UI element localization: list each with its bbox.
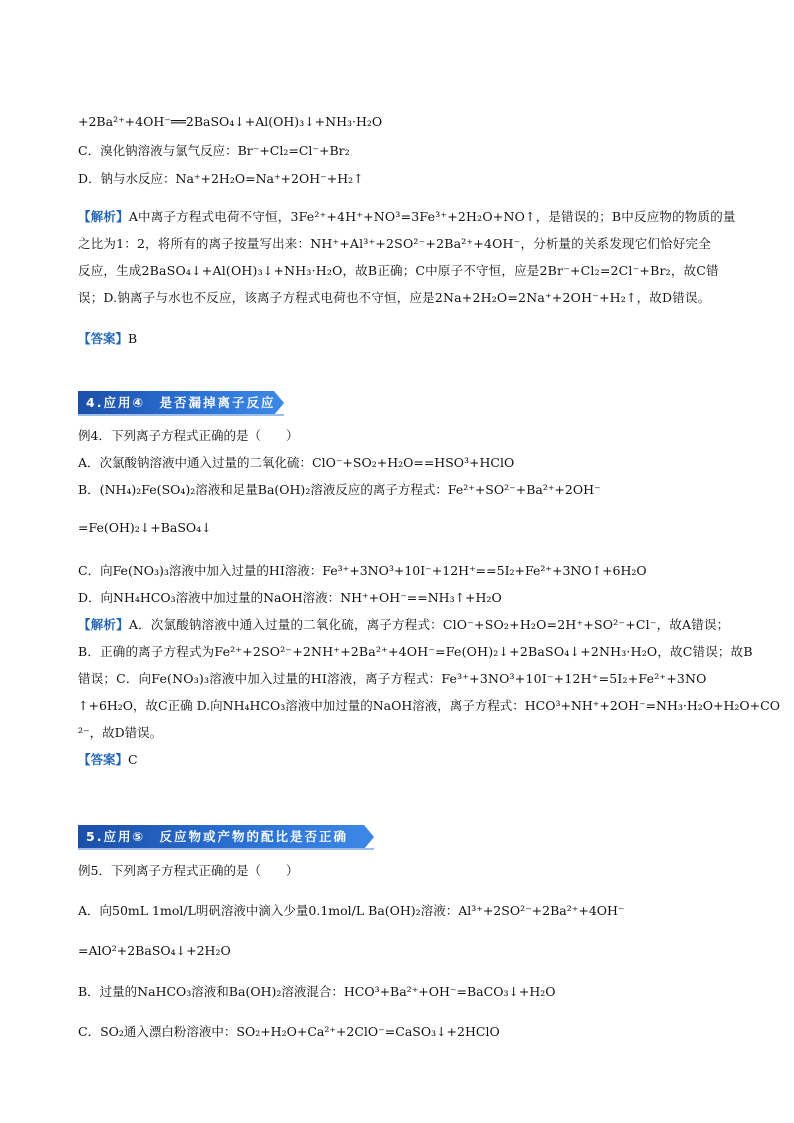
banner-title: 4.应用④ 是否漏掉离子反应 [86, 395, 276, 410]
answer-value: C [128, 752, 138, 767]
example-4-option-a: A．次氯酸钠溶液中通入过量的二氧化硫：ClO⁻+SO₂+H₂O==HSO³+HClO [78, 455, 515, 470]
analysis-3-line3: 反应，生成2BaSO₄↓+Al(OH)₃↓+NH₃·H₂O，故B正确；C中原子不守恒，应是2Br⁻+Cl₂=2Cl⁻+Br₂，故C错 [78, 263, 719, 278]
analysis-text: A中离子方程式电荷不守恒，3Fe²⁺+4H⁺+NO³=3Fe³⁺+2H₂O+NO↑，是错误的；B中反应物的物质的量 [128, 209, 736, 224]
example-5-option-c: C．SO₂通入漂白粉溶液中：SO₂+H₂O+Ca²⁺+2ClO⁻=CaSO₃↓+2HClO [78, 1024, 500, 1039]
analysis-4-line5: ²⁻，故D错误。 [78, 725, 163, 740]
analysis-tag: 【解析】 [78, 209, 129, 224]
option-c: C．溴化钠溶液与氯气反应：Br⁻+Cl₂=Cl⁻+Br₂ [78, 143, 350, 158]
example-4-option-b: B．(NH₄)₂Fe(SO₄)₂溶液和足量Ba(OH)₂溶液反应的离子方程式：Fe²⁺+SO²⁻+Ba²⁺+2OH⁻ [78, 482, 601, 497]
analysis-tag: 【解析】 [78, 617, 129, 632]
option-d: D．钠与水反应：Na⁺+2H₂O=Na⁺+2OH⁻+H₂↑ [78, 171, 364, 186]
analysis-3-line4: 误；D.钠离子与水也不反应，该离子方程式电荷也不守恒，应是2Na+2H₂O=2Na⁺+2OH⁻+H₂↑，故D错误。 [78, 290, 711, 305]
analysis-4-line4: ↑+6H₂O，故C正确 D.向NH₄HCO₃溶液中加过量的NaOH溶液，离子方程式：HCO³+NH⁺+2OH⁻=NH₃·H₂O+H₂O+CO [78, 698, 780, 713]
example-5-option-a-cont: =AlO²+2BaSO₄↓+2H₂O [78, 943, 231, 958]
analysis-4-line3: 错误；C．向Fe(NO₃)₃溶液中加入过量的HI溶液，离子方程式：Fe³⁺+3NO³+10I⁻+12H⁺=5I₂+Fe²⁺+3NO [78, 671, 707, 686]
example-5-question: 例5．下列离子方程式正确的是（ ） [78, 863, 299, 878]
banner-title: 5.应用⑤ 反应物或产物的配比是否正确 [86, 829, 349, 844]
option-a-continuation: +2Ba²⁺+4OH⁻══2BaSO₄↓+Al(OH)₃↓+NH₃·H₂O [78, 114, 383, 129]
answer-4 [78, 750, 138, 770]
analysis-text: A．次氯酸钠溶液中通入过量的二氧化硫，离子方程式：ClO⁻+SO₂+H₂O=2H⁺+SO²⁻+Cl⁻，故A错误； [128, 617, 730, 632]
answer-tag: 【答案】 [78, 331, 129, 346]
analysis-3-line2: 之比为1：2，将所有的离子按量写出来：NH⁺+Al³⁺+2SO²⁻+2Ba²⁺+4OH⁻，分析量的关系发现它们恰好完全 [78, 236, 711, 251]
answer-tag: 【答案】 [78, 752, 129, 767]
answer-3 [78, 329, 137, 349]
analysis-4-line2: B．正确的离子方程式为Fe²⁺+2SO²⁻+2NH⁺+2Ba²⁺+4OH⁻=Fe(OH)₂↓+2BaSO₄↓+2NH₃·H₂O，故C错误；故B [78, 644, 753, 659]
banner-arrow [364, 825, 374, 849]
answer-value: B [128, 331, 138, 346]
example-5-option-a: A．向50mL 1mol/L明矾溶液中滴入少量0.1mol/L Ba(OH)₂溶液：Al³⁺+2SO²⁻+2Ba²⁺+4OH⁻ [78, 903, 625, 918]
example-4-option-b-cont: =Fe(OH)₂↓+BaSO₄↓ [78, 520, 212, 535]
example-4-option-c: C．向Fe(NO₃)₃溶液中加入过量的HI溶液：Fe³⁺+3NO³+10I⁻+12H⁺==5I₂+Fe²⁺+3NO↑+6H₂O [78, 563, 647, 578]
example-5-option-b: B．过量的NaHCO₃溶液和Ba(OH)₂溶液混合：HCO³+Ba²⁺+OH⁻=BaCO₃↓+H₂O [78, 984, 556, 999]
analysis-4-line1 [78, 615, 729, 635]
example-4-question: 例4．下列离子方程式正确的是（ ） [78, 428, 299, 443]
example-4-option-d: D．向NH₄HCO₃溶液中加过量的NaOH溶液：NH⁺+OH⁻==NH₃↑+H₂O [78, 590, 502, 605]
analysis-3-line1 [78, 207, 736, 227]
